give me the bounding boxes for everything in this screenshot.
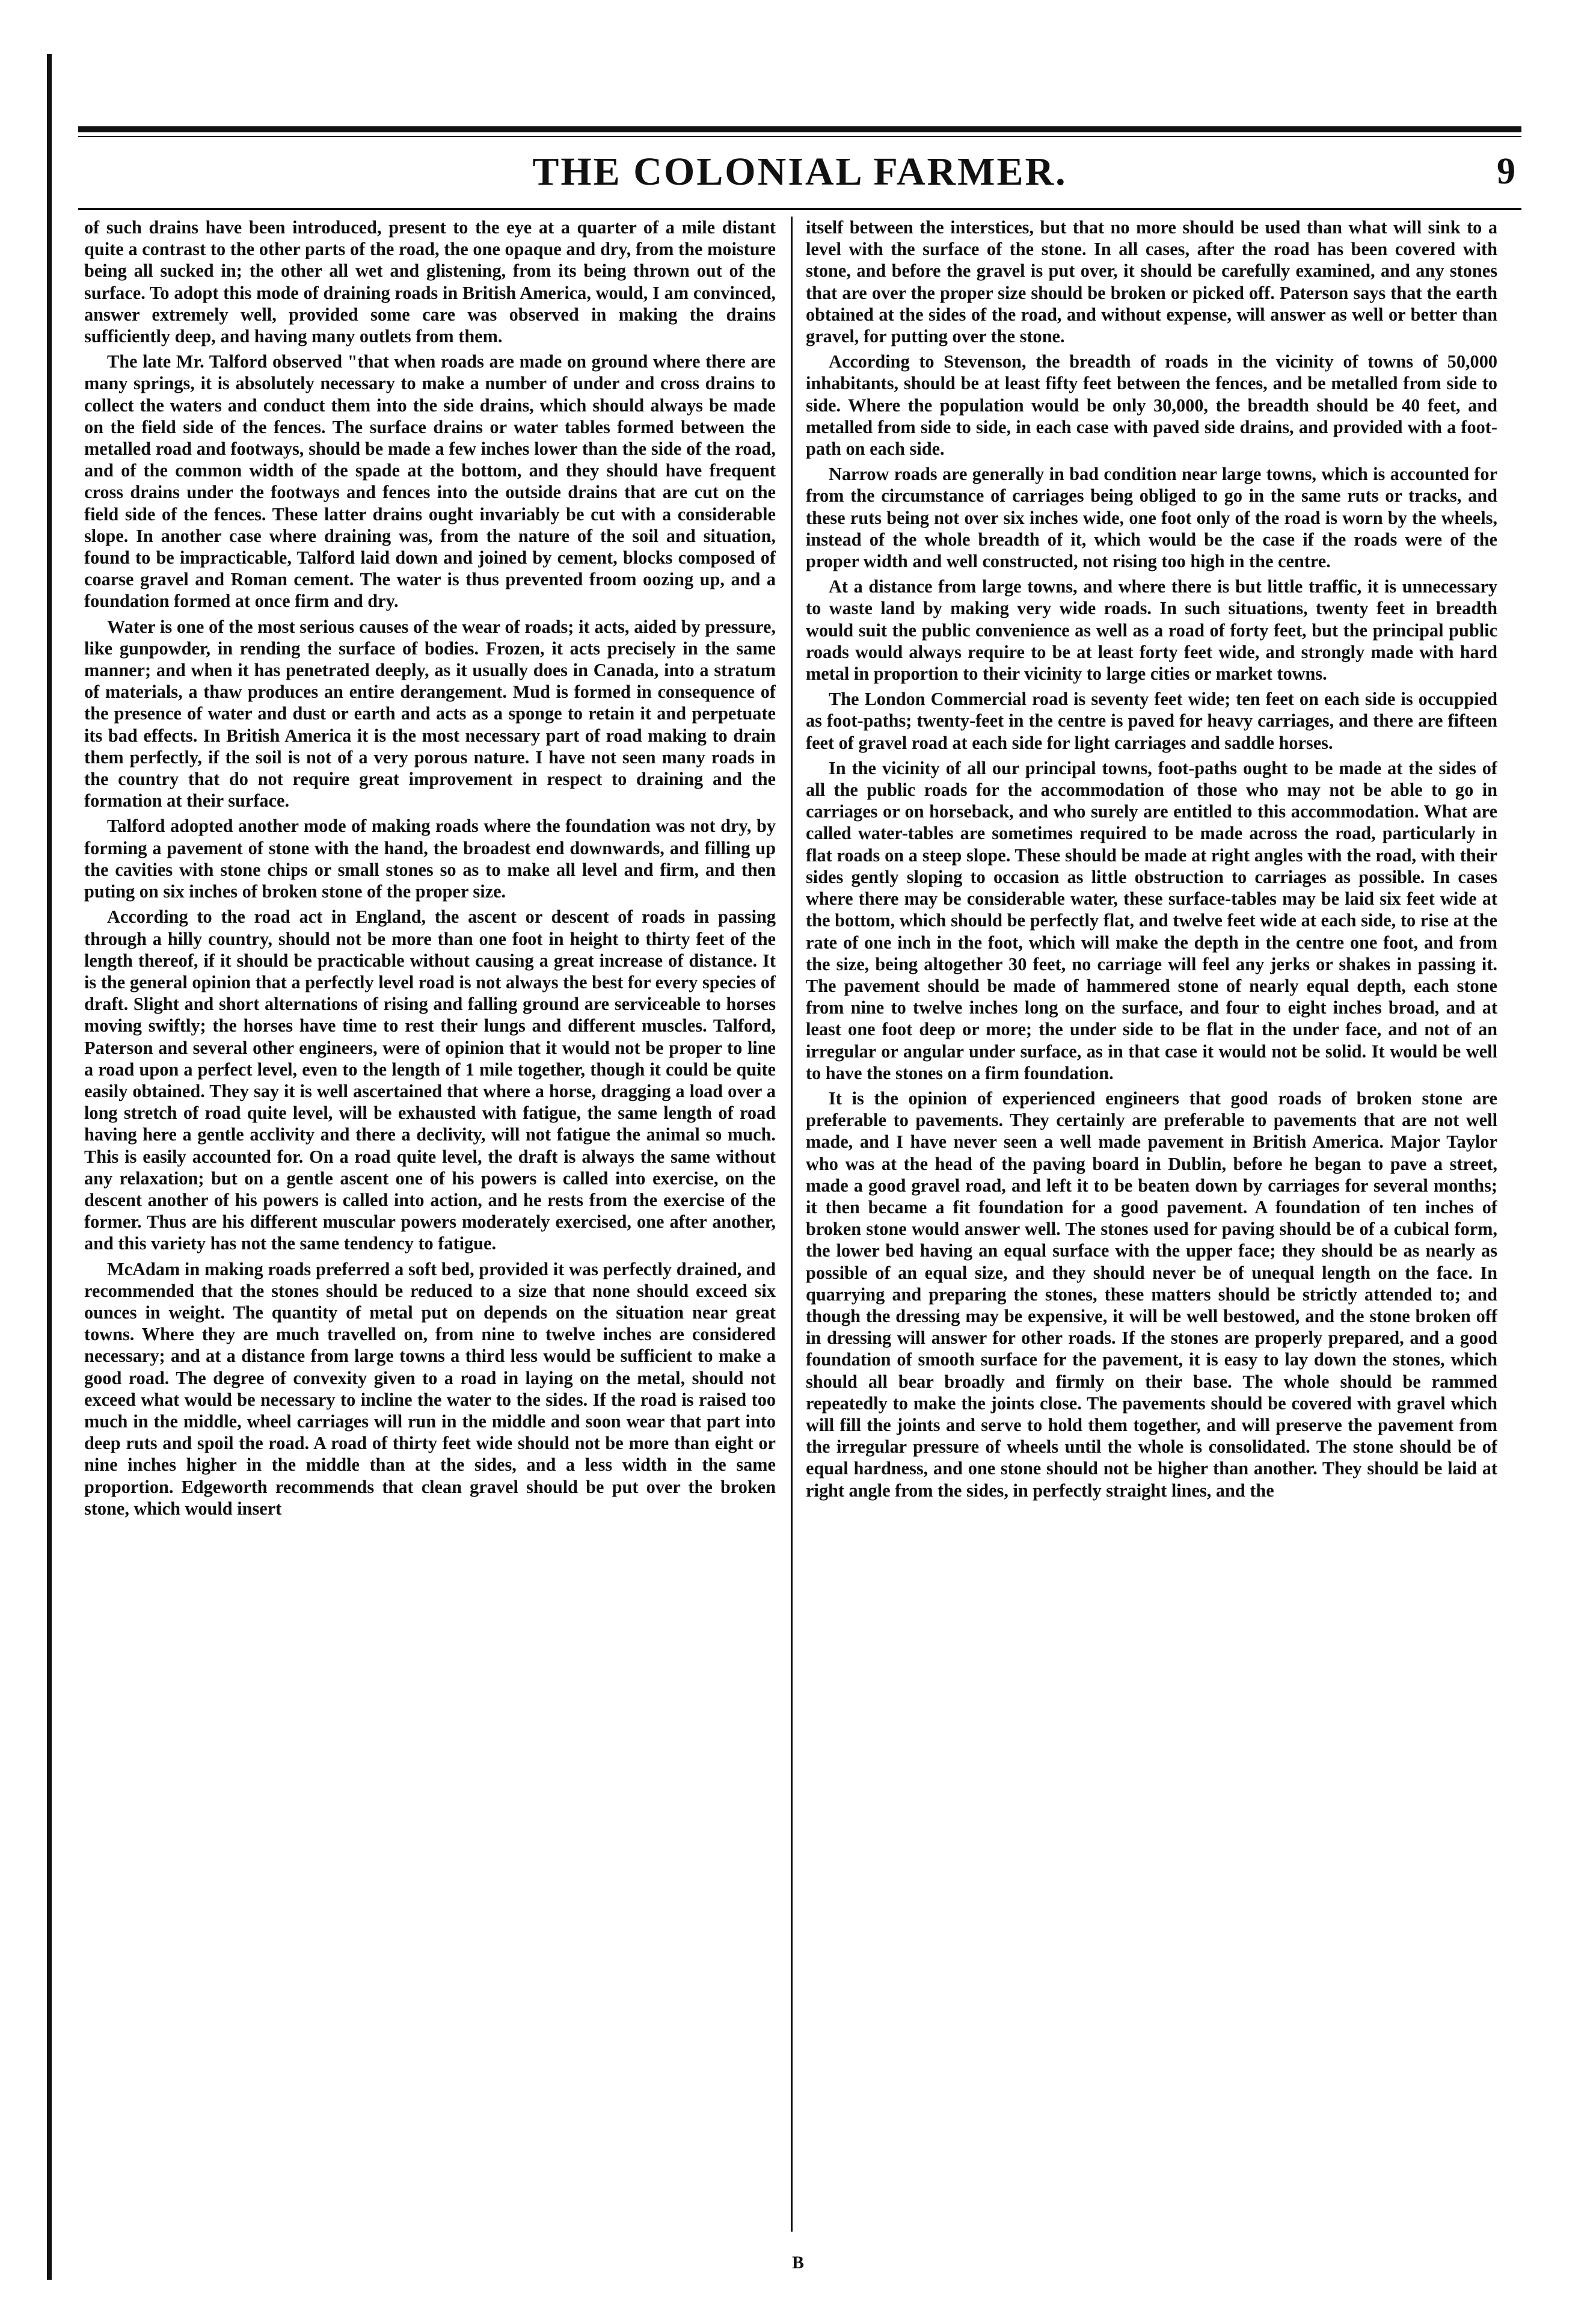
- page-title: THE COLONIAL FARMER.: [532, 150, 1067, 194]
- top-rule-thin: [78, 136, 1521, 137]
- paragraph: According to the road act in England, the ascent or descent of roads in passing through a hilly country, should not be more than one foot in height to thirty feet of the length thereof, if it should be practicable without causing a great increase of distance. It is the general opinion that a perfectly level road is not always the best for every species of draft. Slight and short alternations of rising and falling ground are serviceable to horses moving swiftly; the horses have time to rest their lungs and different muscles. Talford, Paterson and several other engineers, were of opinion that it would not be proper to line a road upon a perfect level, even to the length of 1 mile together, though it could be quite easily obtained. They say it is well ascertained that where a horse, dragging a load over a long stretch of road quite level, will be exhausted with fatigue, the same length of road having here a gentle acclivity and there a declivity, will not fatigue the animal so much. This is easily accounted for. On a road quite level, the draft is always the same without any relaxation; but on a gentle ascent one of his powers is called into exercise, on the descent another of his powers is called into action, and he rests from the exercise of the former. Thus are his different muscular powers moderately exercised, one after another, and this variety has not the same tendency to fatigue.: [84, 906, 776, 1254]
- paragraph: itself between the interstices, but that no more should be used than what will sink to a level with the surface of the stone. In all cases, after the road has been covered with stone, and before the gravel is put over, it should be carefully examined, and any stones that are over the proper size should be broken or picked off. Paterson says that the earth obtained at the sides of the road, and without expense, will answer as well or better than gravel, for putting over the stone.: [806, 217, 1497, 347]
- paragraph: Talford adopted another mode of making roads where the foundation was not dry, by forming a pavement of stone with the hand, the broadest end downwards, and filling up the cavities with stone chips or small stones so as to make all level and firm, and then puting on six inches of broken stone of the proper size.: [84, 816, 776, 902]
- running-header: [78, 149, 1521, 197]
- paragraph: The London Commercial road is seventy feet wide; ten feet on each side is occuppied as foot-paths; twenty-feet in the centre is paved for heavy carriages, and there are fifteen feet of gravel road at each side for light carriages and saddle horses.: [806, 689, 1497, 753]
- left-column: [84, 217, 776, 2232]
- paragraph: of such drains have been introduced, present to the eye at a quarter of a mile distant quite a contrast to the other parts of the road, the one opaque and dry, from the moisture being all sucked in; the other all wet and glistening, from its being thrown out of the surface. To adopt this mode of draining roads in British America, would, I am convinced, answer extremely well, provided some care was observed in making the drains sufficiently deep, and having many outlets from them.: [84, 217, 776, 347]
- paragraph: McAdam in making roads preferred a soft bed, provided it was perfectly drained, and recommended that the stones should be reduced to a size that none should exceed six ounces in weight. The quantity of metal put on depends on the situation near great towns. Where they are much travelled on, from nine to twelve inches are considered necessary; and at a distance from large towns a third less would be sufficient to make a good road. The degree of convexity given to a road in laying on the metal, should not exceed what would be necessary to incline the water to the sides. If the road is raised too much in the middle, wheel carriages will run in the middle and soon wear that part into deep ruts and spoil the road. A road of thirty feet wide should not be more than eight or nine inches higher in the middle than at the sides, and a less width in the same proportion. Edgeworth recommends that clean gravel should be put over the broken stone, which would insert: [84, 1258, 776, 1519]
- paragraph: It is the opinion of experienced engineers that good roads of broken stone are preferable to pavements. They certainly are preferable to pavements that are not well made, and I have never seen a well made pavement in British America. Major Taylor who was at the head of the paving board in Dublin, before he began to pave a street, made a good gravel road, and left it to be beaten down by carriages for several months; it then became a fit foundation for a good pavement. A foundation of ten inches of broken stone would answer well. The stones used for paving should be of a cubical form, the lower bed having an equal surface with the upper face; they should be as nearly as possible of an equal size, and they should never be of unequal length on the face. In quarrying and preparing the stones, these matters should be strictly attended to; and though the dressing may be expensive, it will be well bestowed, and the stone broken off in dressing will answer for other roads. If the stones are properly prepared, and a good foundation of smooth surface for the pavement, it is easy to lay down the stones, which should all bear broadly and firmly on their base. The whole should be rammed repeatedly to make the joints close. The pavements should be covered with gravel which will fill the joints and serve to hold them together, and will preserve the pavement from the irregular pressure of wheels until the whole is consolidated. The stone should be of equal hardness, and one stone should not be higher than another. They should be laid at right angle from the sides, in perfectly straight lines, and the: [806, 1088, 1497, 1501]
- paragraph: Narrow roads are generally in bad condition near large towns, which is accounted for from the circumstance of carriages being obliged to go in the same ruts or tracks, and these ruts being not over six inches wide, one foot only of the road is worn by the wheels, instead of the whole breadth of it, which would be the case if the roads were of the proper width and well constructed, not rising too high in the centre.: [806, 464, 1497, 572]
- signature-mark: B: [791, 2253, 804, 2273]
- paragraph: The late Mr. Talford observed "that when roads are made on ground where there are many springs, it is absolutely necessary to make a number of under and cross drains to collect the waters and conduct them into the side drains, which should always be made on the field side of the fences. The surface drains or water tables formed between the metalled road and footways, should be made a few inches lower than the side of the road, and of the common width of the spade at the bottom, and they should have frequent cross drains under the footways and fences into the outside drains that are cut on the field side of the fences. These latter drains ought invariably be cut with a considerable slope. In another case where draining was, from the nature of the soil and situation, found to be impracticable, Talford laid down and joined by cement, blocks composed of coarse gravel and Roman cement. The water is thus prevented froom oozing up, and a foundation formed at once firm and dry.: [84, 351, 776, 612]
- paragraph: At a distance from large towns, and where there is but little traffic, it is unnecessary to waste land by making very wide roads. In such situations, twenty feet in breadth would suit the public convenience as well as a road of forty feet, but the principal public roads would always require to be at least forty feet wide, and strongly made with hard metal in proportion to their vicinity to large cities or market towns.: [806, 576, 1497, 685]
- column-divider: [791, 217, 793, 2232]
- paragraph: According to Stevenson, the breadth of roads in the vicinity of towns of 50,000 inhabitants, should be at least fifty feet between the fences, and be metalled from side to side. Where the population would be only 30,000, the breadth should be 40 feet, and metalled from side to side, in each case with paved side drains, and provided with a foot-path on each side.: [806, 351, 1497, 460]
- top-rule-thick: [78, 126, 1521, 132]
- right-column: [806, 217, 1497, 2232]
- header-rule: [78, 208, 1521, 210]
- page-number: 9: [1497, 151, 1515, 192]
- paragraph: Water is one of the most serious causes of the wear of roads; it acts, aided by pressure, like gunpowder, in rending the surface of bodies. Frozen, it acts precisely in the same manner; and when it has penetrated deeply, as it usually does in Canada, into a stratum of materials, a thaw produces an entire derangement. Mud is formed in consequence of the presence of water and dust or earth and acts as a sponge to retain it and perpetuate its bad effects. In British America it is the most necessary part of road making to drain them perfectly, if the soil is not of a very porous nature. I have not seen many roads in the country that do not require great improvement in respect to draining and the formation at their surface.: [84, 616, 776, 811]
- paragraph: In the vicinity of all our principal towns, foot-paths ought to be made at the sides of all the public roads for the accommodation of those who may not be able to go in carriages or on horseback, and who surely are entitled to this accommodation. What are called water-tables are sometimes required to be made across the road, particularly in flat roads on a steep slope. These should be made at right angles with the road, with their sides gently sloping to occasion as little obstruction to carriages as possible. In cases where there may be considerable water, these surface-tables may be laid six feet wide at the bottom, which should be perfectly flat, and twelve feet wide at each side, to rise at the rate of one inch in the foot, which will make the depth in the centre one foot, and from the size, being altogether 30 feet, no carriage will feel any jerks or shakes in passing it. The pavement should be made of hammered stone of nearly equal depth, each stone from nine to twelve inches long on the surface, and four to eight inches broad, and at least one foot deep or more; the under side to be flat in the under face, and not of an irregular or angular under surface, as in that case it would not be solid. It would be well to have the stones on a firm foundation.: [806, 757, 1497, 1083]
- binding-edge: [47, 54, 52, 2280]
